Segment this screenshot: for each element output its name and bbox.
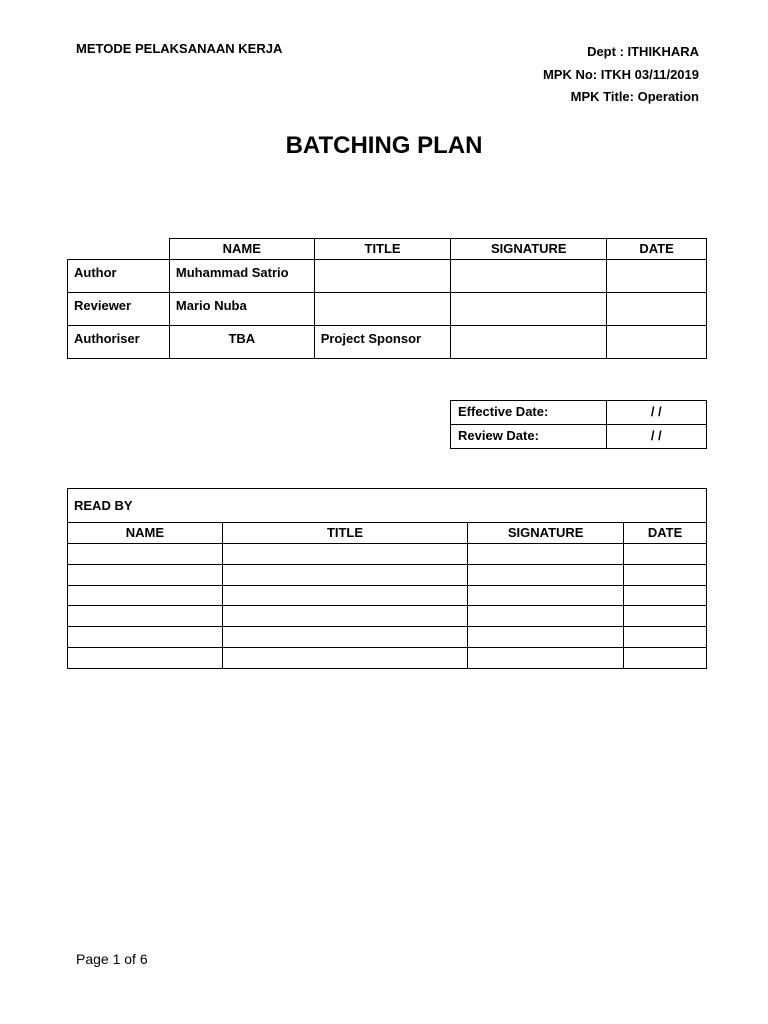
read-by-row — [68, 544, 707, 565]
date-cell — [607, 260, 707, 293]
read-by-cell — [222, 647, 468, 668]
review-date-row — [451, 425, 707, 449]
read-by-cell — [468, 647, 624, 668]
read-by-table — [67, 488, 707, 669]
approval-row-reviewer — [68, 293, 707, 326]
read-by-cell — [468, 627, 624, 648]
page-number: Page 1 of 6 — [76, 951, 148, 967]
read-by-cell — [624, 544, 707, 565]
read-by-title: READ BY — [68, 489, 707, 523]
read-by-cell — [468, 564, 624, 585]
read-by-row — [68, 647, 707, 668]
header-info — [543, 41, 699, 109]
read-by-cell — [222, 564, 468, 585]
read-by-cell — [468, 544, 624, 565]
title-cell — [314, 260, 451, 293]
read-by-col-date: DATE — [624, 523, 707, 544]
read-by-cell — [624, 627, 707, 648]
signature-cell — [451, 326, 607, 359]
read-by-header-row — [68, 523, 707, 544]
read-by-col-name: NAME — [68, 523, 223, 544]
read-by-cell — [68, 544, 223, 565]
approval-corner-cell — [68, 239, 170, 260]
effective-date-row — [451, 401, 707, 425]
read-by-row — [68, 564, 707, 585]
signature-cell — [451, 293, 607, 326]
read-by-cell — [222, 627, 468, 648]
read-by-title-row — [68, 489, 707, 523]
header-dept: Dept : ITHIKHARA — [587, 44, 699, 59]
approval-row-authoriser — [68, 326, 707, 359]
read-by-cell — [222, 544, 468, 565]
name-cell: Muhammad Satrio — [169, 260, 314, 293]
title-cell: Project Sponsor — [314, 326, 451, 359]
document-title: BATCHING PLAN — [285, 132, 483, 159]
approval-row-author — [68, 260, 707, 293]
header-method-title: METODE PELAKSANAAN KERJA — [76, 41, 283, 56]
read-by-cell — [624, 606, 707, 627]
review-date-value: / / — [606, 425, 707, 449]
role-cell: Reviewer — [68, 293, 170, 326]
read-by-cell — [222, 585, 468, 606]
read-by-cell — [624, 647, 707, 668]
approval-col-title: TITLE — [314, 239, 451, 260]
review-date-label: Review Date: — [451, 425, 607, 449]
title-cell — [314, 293, 451, 326]
dates-table — [450, 400, 707, 449]
approval-col-signature: SIGNATURE — [451, 239, 607, 260]
read-by-row — [68, 606, 707, 627]
role-cell: Authoriser — [68, 326, 170, 359]
date-cell — [607, 293, 707, 326]
read-by-cell — [624, 564, 707, 585]
effective-date-value: / / — [606, 401, 707, 425]
signature-cell — [451, 260, 607, 293]
read-by-cell — [68, 627, 223, 648]
role-cell: Author — [68, 260, 170, 293]
approval-col-date: DATE — [607, 239, 707, 260]
read-by-row — [68, 627, 707, 648]
read-by-cell — [68, 585, 223, 606]
approval-col-name: NAME — [169, 239, 314, 260]
read-by-cell — [624, 585, 707, 606]
read-by-cell — [68, 647, 223, 668]
read-by-col-signature: SIGNATURE — [468, 523, 624, 544]
approval-table — [67, 238, 707, 359]
approval-header-row — [68, 239, 707, 260]
read-by-cell — [68, 564, 223, 585]
read-by-col-title: TITLE — [222, 523, 468, 544]
read-by-cell — [68, 606, 223, 627]
header-mpk-no: MPK No: ITKH 03/11/2019 — [542, 66, 699, 82]
effective-date-label: Effective Date: — [451, 401, 607, 425]
read-by-cell — [468, 585, 624, 606]
name-cell: TBA — [169, 326, 314, 359]
name-cell: Mario Nuba — [169, 293, 314, 326]
date-cell — [607, 326, 707, 359]
read-by-cell — [222, 606, 468, 627]
header-mpk-title: MPK Title: Operation — [570, 89, 699, 104]
read-by-row — [68, 585, 707, 606]
read-by-cell — [468, 606, 624, 627]
